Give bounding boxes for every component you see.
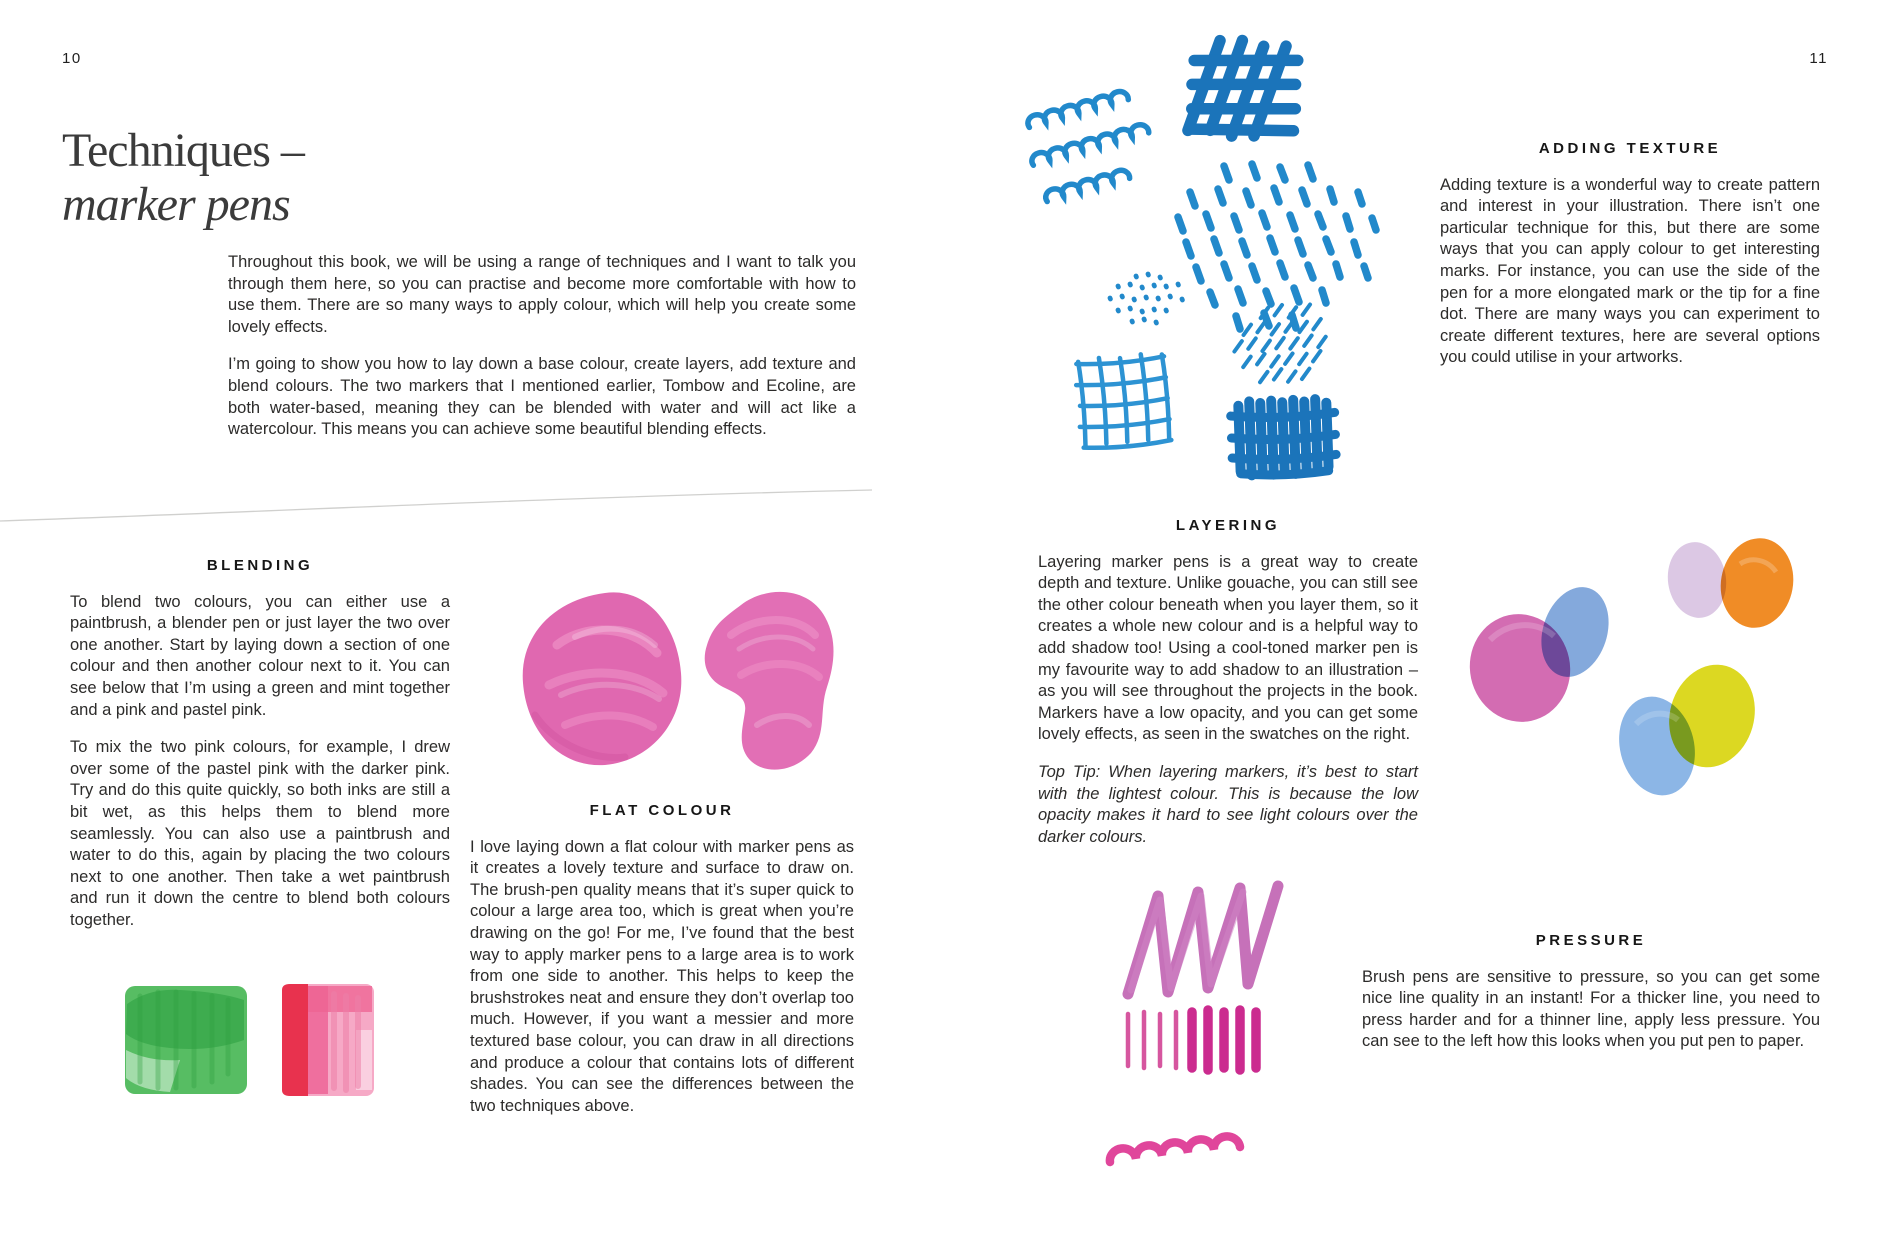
intro-paragraph-2: I’m going to show you how to lay down a base colour, create layers, add texture and blend colours. The two markers that I mentioned earlier, Tombow and Ecoline, are both water-based, meaning they can be blended with water and will act like a watercolour. This means you can achieve some beautiful blending effects.	[228, 355, 856, 439]
pressure-heading: PRESSURE	[1535, 932, 1647, 949]
blue-dots-doodle	[1110, 274, 1182, 323]
page-number-left: 10	[62, 50, 82, 67]
blue-dashes-doodle	[1232, 303, 1328, 385]
blue-crosshatch-doodle	[1182, 31, 1308, 149]
page-curl-line	[0, 483, 900, 533]
blending-heading: BLENDING	[206, 557, 314, 574]
page-number-right: 11	[1809, 50, 1828, 67]
blend-swatches-illustration	[110, 970, 400, 1110]
pink-red-blend-swatch-texture	[282, 984, 372, 1096]
pressure-marks-illustration	[1100, 880, 1330, 1200]
blending-paragraph-2: To mix the two pink colours, for example, I drew over some of the pastel pink with the darker pink. Try and do this quite quickly, so both inks are still a bit wet, as this helps them to blend more seamlessly. You can also use a paintbrush and water to do this, again by placing the two colours next to one another. Then take a wet paintbrush and run it down the centre to blend both colours together.	[70, 738, 450, 929]
pressure-loop-stroke	[1110, 1136, 1240, 1162]
layering-swatch-blue-yellow	[1609, 654, 1767, 803]
flat-colour-section	[470, 800, 854, 1117]
layering-section	[1038, 515, 1418, 848]
adding-texture-section	[1440, 138, 1820, 369]
blue-raindrops-doodle	[1178, 164, 1376, 329]
pressure-zigzag-stroke	[1128, 886, 1278, 994]
flat-colour-paragraph: I love laying down a flat colour with marker pens as it creates a lovely texture and surface to draw on. The brush-pen quality means that it’s super quick to colour a large area too, which is great when you’re drawing on the go! For me, I’ve found that the best way to apply marker pens to a large area is to work from one side to another. This helps to keep the brushstrokes neat and ensure they don’t overlap too much. However, if you want a messier and more textured base colour, you can draw in all directions and produce a colour that contains lots of different shades. You can see the differences between the two techniques above.	[470, 837, 854, 1115]
intro-paragraph-1: Throughout this book, we will be using a range of techniques and I want to talk you through them here, so you can practise and become more comfortable with how to use them. There are so many ways to apply colour, which will help you create some lovely effects.	[228, 253, 856, 336]
pressure-thin-lines	[1128, 1012, 1176, 1068]
layering-heading: LAYERING	[1175, 517, 1281, 534]
layering-swatch-lavender-orange	[1663, 532, 1800, 633]
adding-texture-paragraph: Adding texture is a wonderful way to create pattern and interest in your illustration. There isn’t one particular technique for this, but there are some ways that you can apply colour to get interesting marks. For instance, you can use the side of the pen for a more elongated mark or the tip for a fine dot. There are many ways you can experiment to create different textures, here are several options you could utilise in your artworks.	[1440, 175, 1820, 367]
blue-loops-doodle	[1023, 88, 1157, 203]
blue-texture-doodles	[1010, 18, 1400, 488]
flat-colour-heading: FLAT COLOUR	[589, 802, 735, 819]
layering-top-tip: Top Tip: When layering markers, it’s best to start with the lightest colour. This is because the low opacity makes it hard to see light colours over the darker colours.	[1038, 762, 1418, 846]
pressure-section	[1362, 930, 1820, 1053]
layering-paragraph: Layering marker pens is a great way to create depth and texture. Unlike gouache, you can still see the other colour beneath when you layer them, so it creates a whole new colour and is a helpful way to add shadow too! Using a cool-toned marker pen is my favourite way to add shadow to an illustration – as you will see throughout the projects in the book. Markers have a low opacity, and you can get some lovely effects, as seen in the swatches on the right.	[1038, 552, 1418, 744]
blue-block-doodle	[1230, 398, 1337, 476]
chapter-title	[62, 124, 304, 232]
pink-blob-oval	[523, 592, 682, 765]
layering-swatches-illustration	[1450, 520, 1820, 820]
adding-texture-heading: ADDING TEXTURE	[1538, 140, 1722, 157]
pressure-paragraph: Brush pens are sensitive to pressure, so you can get some nice line quality in an instant! For a thicker line, you need to press harder and for a thinner line, apply less pressure. You can see to the left how this looks when you put pen to paper.	[1362, 967, 1820, 1051]
blending-section	[70, 555, 450, 932]
pressure-thick-lines	[1192, 1010, 1256, 1070]
intro-text	[228, 252, 856, 441]
pink-blobs-illustration	[505, 575, 845, 790]
layering-swatch-pink-blue	[1460, 578, 1620, 731]
chapter-title-line2: marker pens	[62, 178, 290, 231]
chapter-title-line1: Techniques –	[62, 124, 304, 177]
blue-grid-doodle	[1074, 352, 1172, 450]
blending-paragraph-1: To blend two colours, you can either use a paintbrush, a blender pen or just layer the two over one another. Start by laying down a section of one colour and then another colour next to it. You can see below that I’m using a green and mint together and a pink and pastel pink.	[70, 592, 450, 719]
